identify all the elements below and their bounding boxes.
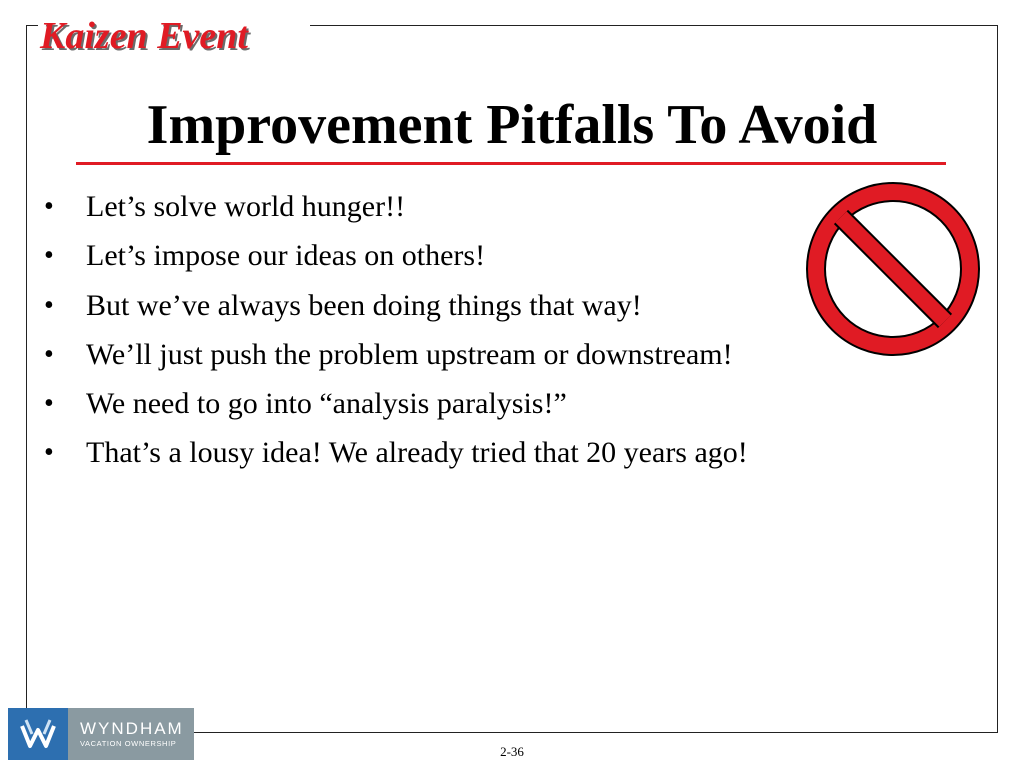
wyndham-logo	[8, 708, 194, 760]
bullet-text: Let’s impose our ideas on others!	[86, 239, 486, 273]
bullet-text: We need to go into “analysis paralysis!”	[86, 387, 567, 421]
bullet-item	[44, 430, 748, 479]
bullet-item	[44, 332, 748, 381]
bullet-dot-icon: •	[44, 388, 54, 420]
bullet-item	[44, 184, 748, 233]
no-sign-icon	[806, 182, 980, 356]
logo-wordmark	[68, 708, 194, 760]
bullet-list	[44, 184, 748, 480]
slide-title: Improvement Pitfalls To Avoid	[146, 94, 878, 156]
bullet-dot-icon: •	[44, 240, 54, 272]
bullet-text: But we’ve always been doing things that way!	[86, 288, 642, 322]
bullet-dot-icon: •	[44, 437, 54, 469]
bullet-dot-icon: •	[44, 191, 54, 222]
bullet-text: That’s a lousy idea! We already tried that 20 years ago!	[86, 436, 748, 470]
title-underline	[76, 162, 946, 165]
wyndham-w-icon	[8, 708, 68, 760]
bullet-item	[44, 381, 748, 430]
bullet-item	[44, 283, 748, 332]
bullet-text: We’ll just push the problem upstream or downstream!	[86, 337, 733, 371]
bullet-dot-icon: •	[44, 289, 54, 321]
bullet-item	[44, 233, 748, 282]
bullet-dot-icon: •	[44, 338, 54, 370]
kaizen-event-label: Kaizen Event	[40, 15, 248, 57]
page-number: 2-36	[500, 744, 524, 759]
logo-brand: WYNDHAM	[80, 719, 184, 738]
logo-subtitle: VACATION OWNERSHIP	[80, 739, 177, 748]
bullet-text: Let’s solve world hunger!!	[86, 190, 406, 223]
